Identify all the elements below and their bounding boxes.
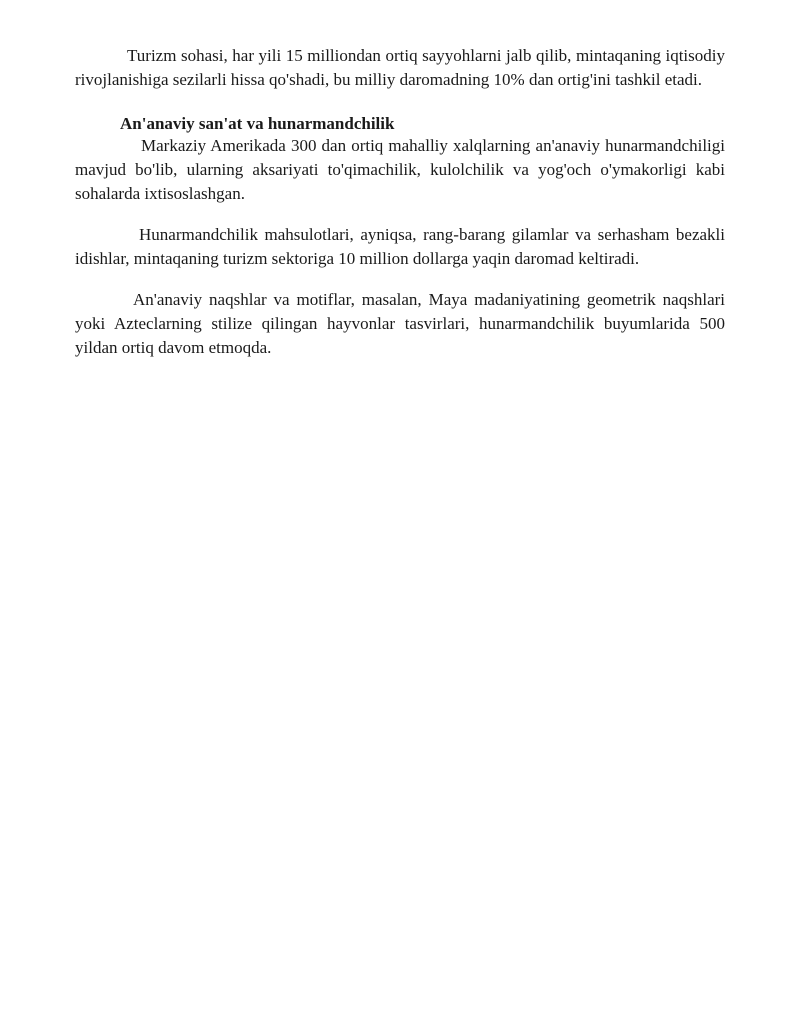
paragraph-craft-products: Hunarmandchilik mahsulotlari, ayniqsa, rang-barang gilamlar va serhasham bezakli idishlar, mintaqaning turizm sektoriga 10 million dollarga yaqin daromad keltiradi. [75, 225, 725, 268]
spacer [75, 271, 725, 288]
spacer [75, 206, 725, 223]
paragraph-tourism: Turizm sohasi, har yili 15 milliondan ortiq sayyohlarni jalb qilib, mintaqaning iqtisodiy rivojlanishiga sezilarli hissa qo'shadi, bu milliy daromadning 10% dan ortig'ini tashkil etadi. [75, 46, 725, 89]
document-body [75, 44, 725, 360]
section-heading: An'anaviy san'at va hunarmandchilik [120, 114, 395, 133]
paragraph-central-america-crafts: Markaziy Amerikada 300 dan ortiq mahalliy xalqlarning an'anaviy hunarmandchiligi mavjud bo'lib, ularning aksariyati to'qimachilik, kulolchilik va yog'och o'ymakorligi kabi sohalarda ixtisoslashgan. [75, 136, 725, 203]
spacer [75, 92, 725, 112]
paragraph-traditional-patterns: An'anaviy naqshlar va motiflar, masalan, Maya madaniyatining geometrik naqshlari yoki Azteclarning stilize qilingan hayvonlar tasvirlari, hunarmandchilik buyumlarida 500 yildan ortiq davom etmoqda. [75, 290, 725, 357]
